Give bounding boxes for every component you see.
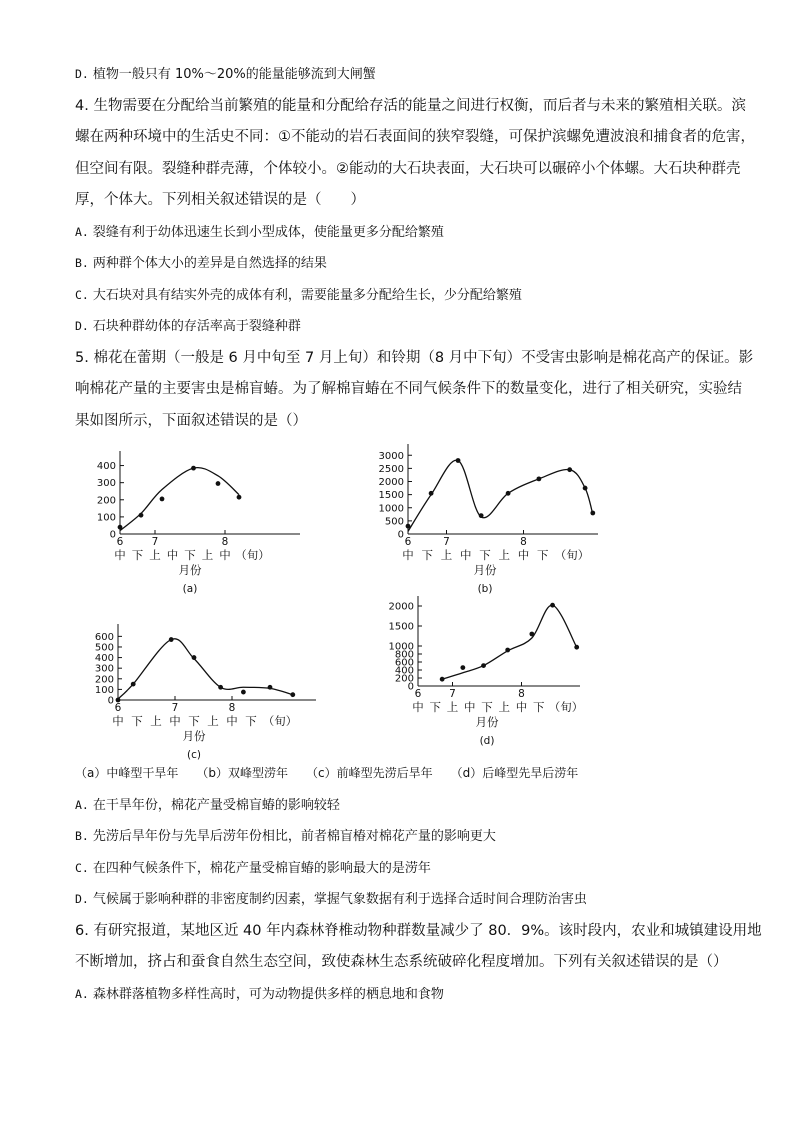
option-letter: A. (75, 798, 89, 812)
q4-stem-line3: 但空间有限。裂缝种群壳薄，个体较小。②能动的大石块表面，大石块可以碾碎小个体螺。大石块种群壳 (75, 161, 741, 177)
option-letter: B. (75, 256, 89, 270)
q6-stem-line2: 不断增加，挤占和蚕食自然生态空间，致使森林生态系统破碎化程度增加。下列有关叙述错误的是（） (75, 954, 728, 970)
q4-stem-line1: 4. 生物需要在分配给当前繁殖的能量和分配给存活的能量之间进行权衡，而后者与未来的繁殖相关联。滨 (75, 98, 746, 114)
q4-stem-line2: 螺在两种环境中的生活史不同：①不能动的岩石表面间的狭窄裂缝，可保护滨螺免遭波浪和捕食者的危害， (75, 129, 755, 145)
y-tick-label: 400 (394, 665, 414, 677)
xun-label: 上 (498, 548, 510, 562)
data-point (118, 525, 123, 530)
chart-svg (368, 448, 608, 598)
option-letter: D. (75, 892, 89, 906)
panel-label: (c) (187, 749, 201, 761)
data-point (218, 685, 223, 690)
figure-caption: （a）中峰型干旱年 （b）双峰型涝年 （c）前峰型先涝后旱年 （d）后峰型先旱后涝年 (75, 766, 579, 780)
month-label: 6 (404, 536, 412, 548)
xun-label: 下 (421, 548, 433, 562)
q5-option-c: C. 在四种气候条件下，棉花产量受棉盲蝽的影响最大的是涝年 (75, 861, 431, 876)
xun-label: 上 (149, 548, 161, 562)
chart-a (88, 448, 318, 598)
option-letter: A. (75, 987, 89, 1001)
x-axis-title: 月份 (178, 563, 202, 577)
data-point (241, 690, 246, 695)
y-tick-label: 0 (397, 529, 404, 541)
y-tick-label: 600 (394, 657, 414, 669)
xun-label: 下 (429, 700, 441, 714)
q6-stem-line1: 6. 有研究报道，某地区近 40 年内森林脊椎动物种群数量减少了 80．9%。该时段内，农业和城镇建设用地 (75, 923, 762, 939)
chart-b (368, 448, 608, 598)
y-tick-label: 3000 (378, 450, 404, 462)
y-tick-label: 0 (109, 529, 116, 541)
data-point (237, 495, 242, 500)
xun-label: 上 (207, 714, 219, 728)
month-label: 7 (449, 688, 456, 700)
y-tick-label: 1500 (378, 490, 404, 502)
xun-label: 中 (226, 714, 238, 728)
xun-label: 下 (184, 548, 196, 562)
xun-label: 中 (166, 548, 179, 562)
y-tick-label: 2000 (388, 601, 414, 613)
y-tick-label: 2500 (378, 463, 404, 475)
x-axis-title: 月份 (475, 715, 499, 729)
option-letter: A. (75, 225, 89, 239)
month-label: 6 (114, 702, 122, 714)
xun-label: 上 (498, 700, 510, 714)
month-label: 8 (221, 536, 229, 548)
data-point (479, 513, 484, 518)
xun-label: 中 (515, 700, 528, 714)
q4-option-d: D. 石块种群幼体的存活率高于裂缝种群 (75, 319, 301, 334)
data-point (290, 692, 295, 697)
xun-label: 上 (440, 548, 453, 562)
data-point (506, 491, 511, 496)
data-point (460, 665, 465, 670)
y-tick-label: 800 (394, 649, 414, 661)
chart-svg (88, 612, 338, 762)
month-label: 7 (171, 702, 179, 714)
month-label: 8 (228, 702, 236, 714)
option-letter: C. (75, 288, 89, 302)
chart-svg (368, 592, 608, 762)
y-tick-label: 200 (94, 674, 114, 686)
data-point (456, 458, 461, 463)
data-point (537, 476, 542, 481)
xun-label: （旬） (548, 700, 584, 714)
panel-label: (b) (477, 583, 493, 595)
chart-svg (88, 448, 318, 598)
month-label: 7 (443, 536, 450, 548)
q6-option-a: A. 森林群落植物多样性高时，可为动物提供多样的栖息地和食物 (75, 987, 444, 1002)
data-point (169, 637, 174, 642)
month-label: 6 (414, 688, 422, 700)
xun-label: 下 (481, 700, 493, 714)
xun-label: 下 (131, 548, 144, 562)
data-point (192, 655, 197, 660)
data-point (116, 698, 121, 703)
chart-c (88, 612, 338, 762)
data-point (550, 603, 555, 608)
q4-option-b: B. 两种群个体大小的差异是自然选择的结果 (75, 256, 327, 271)
xun-label: 中 (517, 548, 530, 562)
y-tick-label: 100 (96, 512, 116, 524)
xun-label: 中 (412, 700, 424, 714)
y-tick-label: 400 (94, 653, 114, 665)
xun-label: 下 (245, 714, 257, 728)
y-tick-label: 0 (107, 695, 114, 707)
xun-label: （旬） (235, 548, 270, 562)
y-tick-label: 200 (96, 495, 116, 507)
xun-label: 下 (188, 714, 200, 728)
x-axis-title: 月份 (182, 729, 206, 743)
option-letter: D. (75, 67, 89, 81)
xun-label: 中 (219, 548, 231, 562)
y-tick-label: 300 (96, 478, 116, 490)
q5-stem-line1: 5. 棉花在蕾期（一般是 6 月中旬至 7 月上旬）和铃期（8 月中下旬）不受害虫影响是棉花高产的保证。影 (75, 350, 754, 366)
xun-label: 中 (112, 714, 124, 728)
q5-stem-line3: 果如图所示，下面叙述错误的是（） (75, 413, 307, 429)
xun-label: 上 (150, 714, 162, 728)
xun-label: 上 (201, 548, 214, 562)
series-curve (120, 468, 239, 531)
data-point (567, 467, 572, 472)
data-point (529, 632, 534, 637)
q5-option-b: B. 先涝后旱年份与先旱后涝年份相比，前者棉盲椿对棉花产量的影响更大 (75, 829, 496, 844)
xun-label: 中 (464, 700, 476, 714)
y-tick-label: 0 (407, 681, 414, 693)
month-label: 7 (151, 536, 159, 548)
q5-option-a: A. 在干旱年份，棉花产量受棉盲蝽的影响较轻 (75, 798, 340, 813)
series-curve (408, 460, 593, 531)
xun-label: 下 (537, 548, 549, 562)
y-tick-label: 1500 (388, 621, 414, 633)
data-point (406, 524, 411, 529)
xun-label: 下 (131, 714, 143, 728)
xun-label: （旬） (554, 548, 590, 562)
data-point (574, 645, 579, 650)
y-tick-label: 1000 (378, 503, 404, 515)
q4-option-a: A. 裂缝有利于幼体迅速生长到小型成体，使能量更多分配给繁殖 (75, 225, 444, 240)
month-label: 8 (518, 688, 525, 700)
x-axis-title: 月份 (473, 563, 497, 577)
xun-label: 中 (460, 548, 472, 562)
y-tick-label: 200 (394, 673, 414, 685)
option-letter: C. (75, 861, 89, 875)
xun-label: 下 (479, 548, 491, 562)
q4-stem-line4: 厚，个体大。下列相关叙述错误的是（ ） (75, 192, 365, 208)
data-point (481, 663, 486, 668)
option-letter: D. (75, 319, 89, 333)
data-point (583, 486, 588, 491)
data-point (505, 648, 510, 653)
data-point (429, 491, 434, 496)
month-label: 8 (520, 536, 527, 548)
xun-label: （旬） (262, 714, 298, 728)
q5-option-d: D. 气候属于影响种群的非密度制约因素，掌握气象数据有利于选择合适时间合理防治害虫 (75, 892, 587, 907)
data-point (440, 677, 445, 682)
data-point (139, 513, 144, 518)
xun-label: 下 (533, 700, 545, 714)
y-tick-label: 500 (384, 516, 404, 528)
q4-option-c: C. 大石块对具有结实外壳的成体有利，需要能量多分配给生长，少分配给繁殖 (75, 288, 522, 303)
y-tick-label: 100 (94, 684, 114, 696)
y-tick-label: 1000 (388, 641, 414, 653)
y-tick-label: 400 (96, 461, 116, 473)
panel-label: (d) (479, 735, 495, 747)
data-point (268, 685, 273, 690)
xun-label: 上 (446, 700, 459, 714)
data-point (216, 481, 221, 486)
chart-d (368, 592, 608, 762)
option-letter: B. (75, 829, 89, 843)
data-point (191, 466, 196, 471)
y-tick-label: 600 (94, 631, 114, 643)
q5-stem-line2: 响棉花产量的主要害虫是棉盲蝽。为了解棉盲蝽在不同气候条件下的数量变化，进行了相关研究，实验结 (75, 381, 742, 397)
data-point (131, 682, 136, 687)
panel-label: (a) (182, 583, 198, 595)
xun-label: 中 (402, 548, 414, 562)
month-label: 6 (116, 536, 124, 548)
y-tick-label: 2000 (378, 477, 404, 488)
xun-label: 中 (169, 714, 181, 728)
data-point (590, 511, 595, 516)
xun-label: 中 (114, 548, 126, 562)
q3-option-d: D. 植物一般只有 10%～20%的能量能够流到大闸蟹 (75, 67, 376, 82)
y-tick-label: 300 (94, 663, 114, 675)
series-curve (118, 639, 293, 699)
data-point (160, 497, 165, 502)
y-tick-label: 500 (94, 642, 114, 654)
